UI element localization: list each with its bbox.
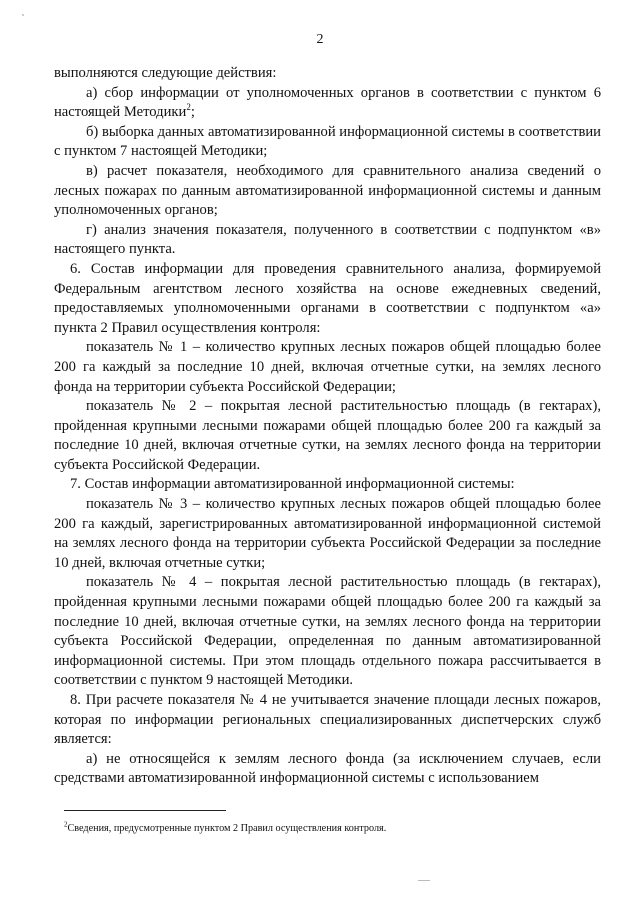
- paragraph-text: 8. При расчете показателя № 4 не учитывается значение площади лесных пожаров, которая по информации региональных специализированных диспетчерских служб является:: [54, 692, 601, 748]
- paragraph: [54, 221, 601, 260]
- paragraph: [54, 397, 601, 475]
- paragraph: [54, 495, 601, 573]
- paragraph-text: в) расчет показателя, необходимого для сравнительного анализа сведений о лесных пожарах по данным автоматизированной информационной системы и данным уполномоченных органов;: [54, 162, 601, 219]
- paragraph: [54, 260, 601, 338]
- scan-speck: [22, 14, 24, 16]
- page-number: 2: [316, 32, 324, 47]
- paragraph: [54, 573, 601, 691]
- paragraph-text: а) не относящейся к землям лесного фонда (за исключением случаев, если средствами автоматизированной информационной системы с использованием: [54, 750, 601, 787]
- paragraph: [54, 123, 601, 162]
- paragraph-text-tail: ;: [190, 104, 195, 121]
- paragraph-text: показатель № 2 – покрытая лесной растительностью площадь (в гектарах), пройденная крупными лесными пожарами общей площадью более 200 га каждый за последние 10 дней, включая отчетные сутки, на землях лесного фонда на территории субъекта Российской Федерации.: [54, 398, 601, 473]
- paragraph-text: 7. Состав информации автоматизированной информационной системы:: [70, 476, 515, 493]
- footnote-text: Сведения, предусмотренные пунктом 2 Правил осуществления контроля.: [67, 823, 387, 834]
- paragraph-text: выполняются следующие действия:: [54, 65, 277, 81]
- paragraph-text: б) выборка данных автоматизированной информационной системы в соответствии с пунктом 7 настоящей Методики;: [54, 123, 601, 160]
- paragraph: [54, 691, 601, 750]
- paragraph: [54, 750, 601, 789]
- paragraph-text: г) анализ значения показателя, полученного в соответствии с подпунктом «в» настоящего пункта.: [54, 221, 601, 258]
- paragraph: [54, 338, 601, 397]
- scan-speck: [418, 880, 430, 881]
- paragraph-text: показатель № 3 – количество крупных лесных пожаров общей площадью более 200 га каждый, зарегистрированных автоматизированной информационной системой на землях лесного фонда на территории субъекта Российской Федерации за последние 10 дней, включая отчетные сутки;: [54, 496, 601, 571]
- footnote-reference: 2: [186, 102, 191, 113]
- paragraph-text: а) сбор информации от уполномоченных органов в соответствии с пунктом 6 настоящей Методики: [54, 84, 601, 121]
- footnote-separator: [64, 810, 226, 811]
- paragraph: [54, 475, 601, 495]
- paragraph: [54, 64, 601, 84]
- paragraph-text: 6. Состав информации для проведения сравнительного анализа, формируемой Федеральным агентством лесного хозяйства на основе ежедневных сведений, предоставляемых уполномоченными органами в соответствии с подпунктом «а» пункта 2 Правил осуществления контроля:: [54, 260, 601, 336]
- paragraph-text: показатель № 1 – количество крупных лесных пожаров общей площадью более 200 га каждый за последние 10 дней, включая отчетные сутки, на землях лесного фонда на территории субъекта Российской Федерации;: [54, 339, 601, 395]
- body-text: [54, 64, 601, 789]
- footnote-mark: 2: [64, 820, 68, 829]
- paragraph: [54, 162, 601, 221]
- footnote: [64, 822, 604, 835]
- paragraph-text: показатель № 4 – покрытая лесной растительностью площадь (в гектарах), пройденная крупными лесными пожарами общей площадью более 200 га каждый за последние 10 дней, включая отчетные сутки, на землях лесного фонда на территории субъекта Российской Федерации, определенная по данным автоматизированной информационной системы. При этом площадь отдельного пожара рассчитывается в соответствии с пунктом 9 настоящей Методики.: [54, 574, 601, 689]
- paragraph: [54, 84, 601, 123]
